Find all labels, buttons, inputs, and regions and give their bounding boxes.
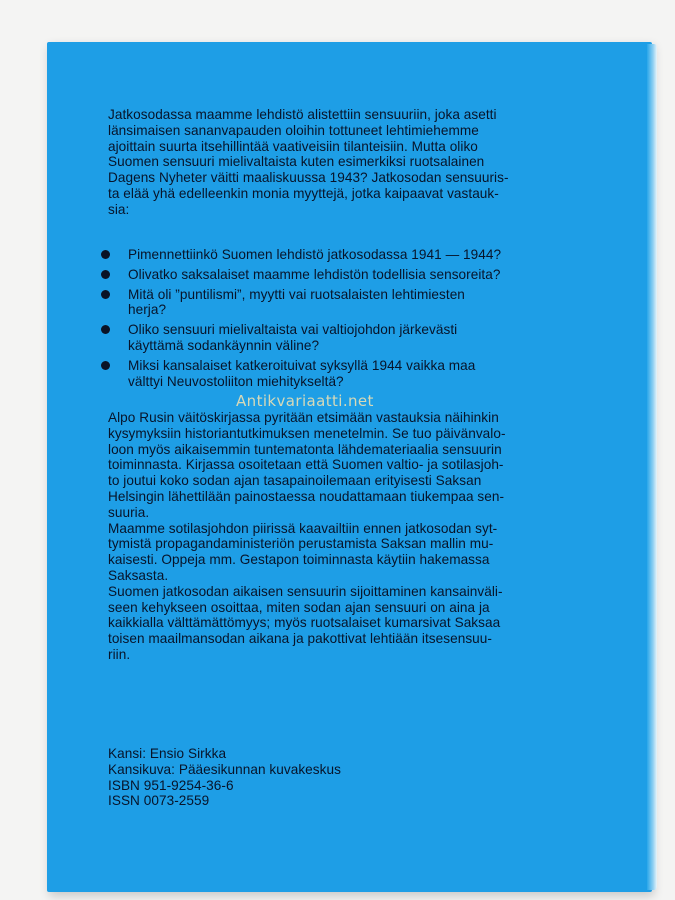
body-text [108, 410, 506, 663]
bullet-icon [101, 250, 110, 259]
body-paragraph [108, 410, 506, 521]
text-line: to joutui koko sodan ajan tasapainoilemaan erityisesti Saksan [108, 473, 482, 489]
credits-block [108, 746, 341, 809]
text-line: tymistä propagandaministeriön perustamista Saksan mallin mu- [108, 536, 494, 552]
bullet-icon [101, 361, 110, 370]
text-line: Suomen sensuuri mielivaltaista kuten esimerkiksi ruotsalainen [108, 154, 485, 170]
text-line: kysymyksiin historiantutkimuksen menetelmin. Se tuo päivänvalo- [108, 425, 506, 441]
text-line: Olivatko saksalaiset maamme lehdistön todellisia sensoreita? [128, 266, 501, 282]
text-line: toiminnasta. Kirjassa osoitetaan että Suomen valtio- ja sotilasjoh- [108, 457, 504, 473]
bullet-icon [101, 325, 110, 334]
question-list [100, 247, 501, 393]
body-paragraph [108, 521, 506, 584]
list-item [100, 322, 501, 354]
text-line: loon myös aikaisemmin tuntematonta lähdemateriaalia sensuurin [108, 441, 502, 457]
issn: ISSN 0073-2559 [108, 793, 210, 809]
text-line: Helsingin lähettilään painostaessa noudattamaan tiukempaa sen- [108, 488, 505, 504]
text-line: suuria. [108, 504, 150, 520]
text-line: Mitä oli ”puntilismi”, myytti vai ruotsalaisten lehtimiesten [128, 286, 465, 302]
text-line: ajoittain suurta itsehillintää vaativeisiin tilanteisiin. Mutta oliko [108, 138, 478, 154]
watermark: Antikvariaatti.net [236, 392, 374, 410]
text-line: Suomen jatkosodan aikaisen sensuurin sijoittaminen kansainväli- [108, 583, 503, 599]
cover-image-credit: Kansikuva: Pääesikunnan kuvakeskus [108, 761, 341, 777]
text-line: kaikkialla välttämättömyys; myös ruotsalaiset kumarsivat Saksaa [108, 615, 501, 631]
list-item [100, 247, 501, 263]
bullet-icon [101, 270, 110, 279]
text-line: herja? [128, 302, 167, 318]
text-line: Oliko sensuuri mielivaltaista vai valtiojohdon järkevästi [128, 322, 458, 338]
text-line: Pimennettiinkö Suomen lehdistö jatkosodassa 1941 — 1944? [128, 247, 502, 262]
list-item [100, 267, 501, 283]
text-line: Miksi kansalaiset katkeroituivat syksyllä 1944 vaikka maa [128, 357, 476, 373]
text-line: riin. [108, 646, 131, 662]
text-line: Alpo Rusin väitöskirjassa pyritään etsimään vastauksia näihinkin [108, 410, 499, 425]
text-line: Maamme sotilasjohdon piirissä kaavailtiin ennen jatkosodan syt- [108, 520, 498, 536]
text-line: toisen maailmansodan aikana ja pakottivat lehtiään itsesensuu- [108, 631, 492, 647]
list-item [100, 358, 501, 390]
text-line: Dagens Nyheter väitti maaliskuussa 1943? Jatkosodan sensuuris- [108, 170, 509, 186]
text-line: välttyi Neuvostoliiton miehitykseltä? [128, 373, 344, 389]
text-line: ta elää yhä edelleenkin monia myyttejä, jotka kaipaavat vastauk- [108, 185, 499, 201]
text-line: käyttämä sodankäynnin väline? [128, 337, 320, 353]
text-line: kaisesti. Oppeja mm. Gestapon toiminnasta käytiin hakemassa [108, 552, 490, 568]
bullet-icon [101, 290, 110, 299]
isbn: ISBN 951-9254-36-6 [108, 777, 234, 793]
text-line: länsimaisen sananvapauden oloihin tottuneet lehtimiehemme [108, 122, 479, 138]
text-line: seen kehykseen osoittaa, miten sodan ajan sensuuri on aina ja [108, 599, 490, 615]
text-line: sia: [108, 201, 130, 217]
cover-credit: Kansi: Ensio Sirkka [108, 746, 227, 761]
intro-paragraph [108, 107, 509, 218]
text-line: Saksasta. [108, 567, 169, 583]
body-paragraph [108, 584, 506, 663]
list-item [100, 287, 501, 319]
text-line: Jatkosodassa maamme lehdistö alistettiin sensuuriin, joka asetti [108, 107, 497, 122]
page-edge [647, 44, 657, 890]
